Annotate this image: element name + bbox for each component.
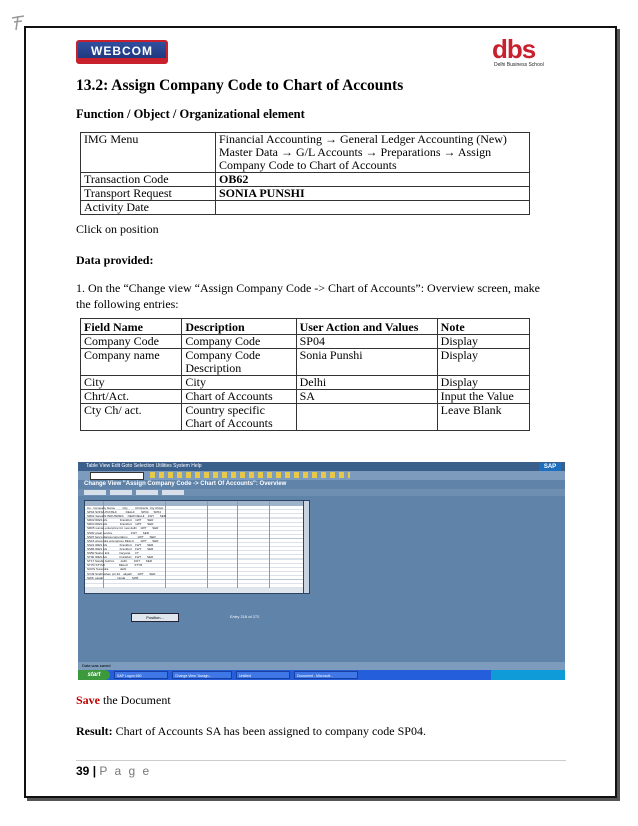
info-value: OB62 — [216, 173, 530, 187]
entries-table — [80, 318, 530, 431]
table-row — [81, 376, 530, 390]
data-provided-heading: Data provided: — [76, 253, 154, 267]
table-cell: Company name — [81, 349, 182, 376]
info-label: IMG Menu — [81, 133, 216, 173]
info-row — [81, 173, 530, 187]
table-cell: Delhi — [296, 376, 437, 390]
table-cell — [296, 404, 437, 431]
table-row — [81, 349, 530, 376]
command-field[interactable] — [90, 472, 144, 480]
table-cell: Company Code Description — [182, 349, 296, 376]
start-button[interactable]: start — [78, 670, 110, 680]
status-text: Data was saved — [82, 663, 111, 668]
footer-separator: | — [89, 764, 100, 778]
webcom-logo — [76, 40, 168, 64]
instruction-text: 1. On the “Change view “Assign Company Code -> Chart of Accounts”: Overview screen, make the following entries: — [76, 281, 540, 311]
info-label: Activity Date — [81, 201, 216, 215]
click-text: Click on position — [76, 222, 159, 236]
save-rest: the Document — [100, 693, 171, 707]
sap-screenshot — [78, 462, 565, 680]
info-row — [81, 133, 530, 173]
table-cell: Display — [437, 376, 529, 390]
table-cell: Chrt/Act. — [81, 390, 182, 404]
table-cell: Company Code — [182, 335, 296, 349]
grid-scrollbar[interactable] — [303, 500, 310, 594]
taskbar-item[interactable]: Document - Microsoft... — [294, 671, 358, 679]
data-grid — [84, 500, 305, 594]
table-cell: SA — [296, 390, 437, 404]
column-header: Note — [437, 319, 529, 335]
table-cell: Input the Value — [437, 390, 529, 404]
info-value: Financial Accounting → General Ledger Accounting (New) Master Data → G/L Accounts → Preparations → Assign Company Code to Chart of Accounts — [216, 133, 530, 173]
table-cell: Leave Blank — [437, 404, 529, 431]
table-cell: Company Code — [81, 335, 182, 349]
system-tray — [491, 670, 565, 680]
info-value — [216, 201, 530, 215]
footer-divider — [76, 760, 566, 761]
toolbar-icons — [150, 472, 350, 478]
page-footer — [76, 764, 151, 778]
info-row — [81, 187, 530, 201]
subheading: Function / Object / Organizational element — [76, 107, 305, 121]
dbs-logo-subtitle: Delhi Business School — [494, 62, 544, 68]
page-label: P a g e — [99, 764, 152, 778]
column-header: Description — [182, 319, 296, 335]
page-number: 39 — [76, 764, 90, 778]
sap-screen-title: Change View "Assign Company Code -> Chart Of Accounts": Overview — [84, 481, 287, 487]
webcom-logo-text: WEBCOM — [91, 44, 153, 58]
entry-counter: Entry 218 of 272 — [230, 614, 260, 619]
info-table — [80, 132, 530, 215]
table-row — [81, 404, 530, 431]
table-cell: City — [81, 376, 182, 390]
dbs-logo: dbs — [492, 34, 536, 64]
info-label: Transport Request — [81, 187, 216, 201]
table-cell: SP04 — [296, 335, 437, 349]
sap-menu-items: Table View Edit Goto Selection Utilities System Help — [86, 463, 202, 469]
sap-status-bar — [78, 662, 565, 670]
table-cell: City — [182, 376, 296, 390]
taskbar-item[interactable]: Untitled — [236, 671, 290, 679]
table-cell: Display — [437, 335, 529, 349]
table-cell: Chart of Accounts — [182, 390, 296, 404]
info-value: SONIA PUNSHI — [216, 187, 530, 201]
position-button[interactable]: Position... — [131, 613, 179, 622]
result-label: Result: — [76, 724, 113, 738]
table-cell: Cty Ch/ act. — [81, 404, 182, 431]
table-row — [81, 335, 530, 349]
column-header: User Action and Values — [296, 319, 437, 335]
table-row — [81, 390, 530, 404]
sap-logo: SAP — [539, 463, 561, 471]
grid-rows: Co. Company Name City ChrtAccts Cty ch/act SP04 SONIA PUNSHI DELHI SP04 SP04 SR01 Sarvathi INDUSRIES NEW DELHI 1WT SER SR02 IDES AG Frankfurt 1WT SER SR04 IDES AG Frankfurt 1WT SER SR05 suman enterprice ltd new delhi 1WT SER SS00 great service 1WT SER SS07 fanco dansa corporation 1WT SER SS15 shivendra enterprices DELHI 1WT SER SS21 IDES AG Frankfurt 1WT SER SS86 IDES AG Frankfurt 1WT SER SS50 Satoru Ent haryana FT ST00 IDES AG Frankfurt 1WT SER ST17 Sandip fedrics delhi 1WT SER ST7R STYMI DELHI STYR SUKS Surendra delhi SV49 Sindhushan pvt ltd aligarh 1WT SER SW6 sasab Noida SW6 — [87, 506, 166, 580]
application-toolbar — [78, 489, 565, 496]
section-title: 13.2: Assign Company Code to Chart of Accounts — [76, 77, 404, 94]
taskbar-item[interactable]: SAP Logon 640 — [114, 671, 168, 679]
result-text: Chart of Accounts SA has been assigned to company code SP04. — [112, 724, 426, 738]
info-label: Transaction Code — [81, 173, 216, 187]
table-cell: Country specific Chart of Accounts — [182, 404, 296, 431]
table-cell: Sonia Punshi — [296, 349, 437, 376]
column-header: Field Name — [81, 319, 182, 335]
info-row — [81, 201, 530, 215]
table-cell: Display — [437, 349, 529, 376]
taskbar-item[interactable]: Change View "Assign... — [172, 671, 232, 679]
save-word: Save — [76, 693, 100, 707]
